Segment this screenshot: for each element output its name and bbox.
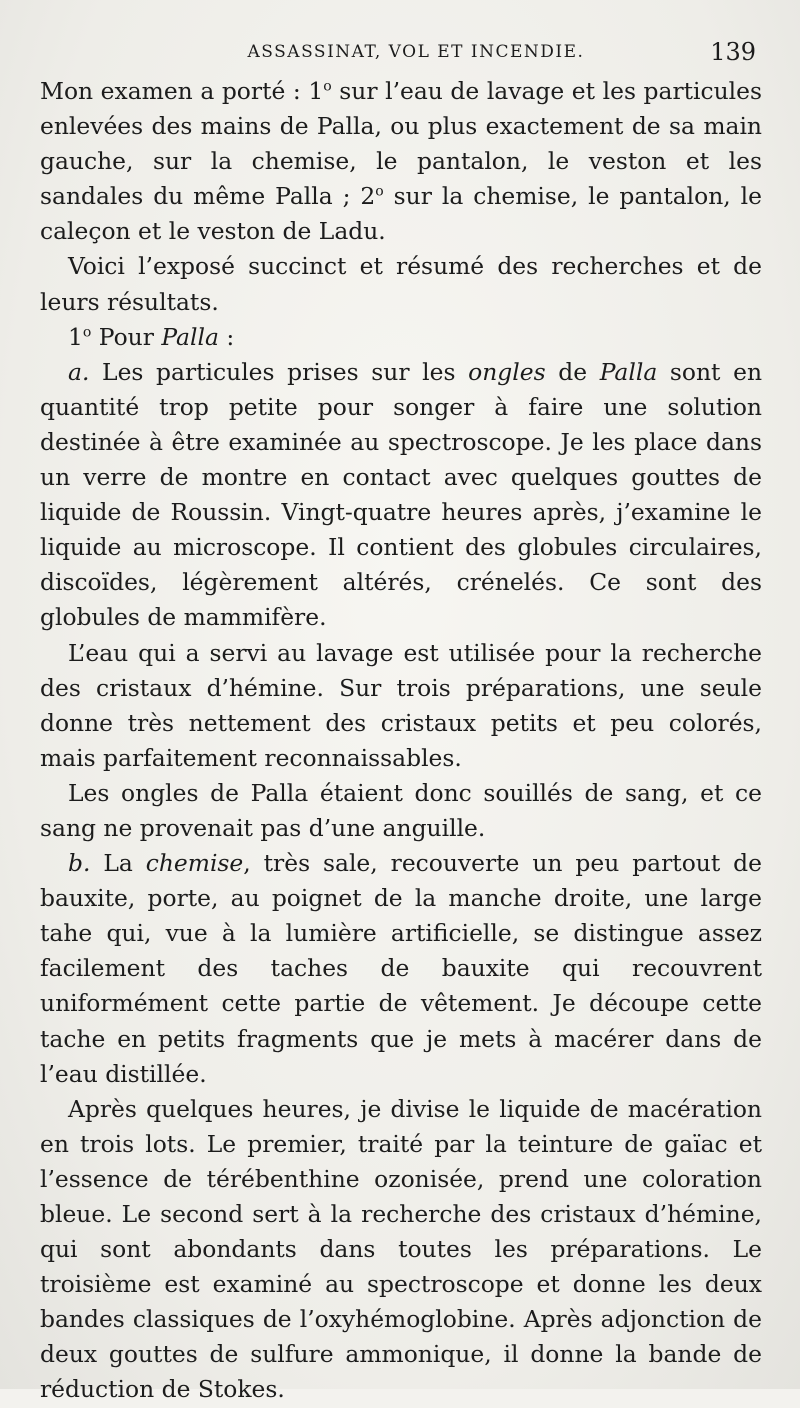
- text-segment: sur l’eau de lavage et les particules enlevées des mains de Palla, ou plus exactement de sa main gauche, sur la chemise, le pantalon, le veston et les sandales du même Palla ; 2: [40, 77, 762, 211]
- text-segment: sur la chemise, le pantalon, le caleçon et le veston de Ladu.: [40, 182, 762, 246]
- page-number: 139: [710, 38, 756, 66]
- paragraph: [40, 1092, 762, 1408]
- italic-text: ongles: [468, 357, 546, 386]
- paragraph: [40, 355, 762, 636]
- paragraph: [40, 320, 762, 355]
- italic-text: chemise: [145, 849, 244, 878]
- paragraph: [40, 249, 762, 319]
- text-segment: Les ongles de Palla étaient donc souillés de sang, et ce sang ne provenait pas d’une anguille.: [40, 778, 762, 842]
- text-segment: sont en quantité trop petite pour songer à faire une solution destinée à être examinée au spectroscope. Je les place dans un verre de montre en contact avec quelques gouttes de liquide de Roussin. Vingt-quatre heures après, j’examine le liquide au microscope. Il contient des globules circulaires, discoïdes, légèrement altérés, crénelés. Ce sont des globules de mammifère.: [40, 357, 763, 632]
- running-title: ASSASSINAT, VOL ET INCENDIE.: [247, 42, 585, 62]
- text-segment: :: [218, 322, 235, 351]
- text-segment: , très sale, recouverte un peu partout de bauxite, porte, au poignet de la manche droite, une large tahe qui, vue à la lumière artificielle, se distingue assez facilement des taches de bauxite qui recouvrent uniformément cette partie de vêtement. Je découpe cette tache en petits fragments que je mets à macérer dans de l’eau distillée.: [40, 849, 762, 1088]
- text-segment: Après quelques heures, je divise le liquide de macération en trois lots. Le premier, traité par la teinture de gaïac et l’essence de térébenthine ozonisée, prend une coloration bleue. Le second sert à la recherche des cristaux d’hémine, qui sont abondants dans toutes les préparations. Le troisième est examiné au spectroscope et donne les deux bandes classiques de l’oxyhémoglobine. Après adjonction de deux gouttes de sulfure ammonique, il donne la bande de réduction de Stokes.: [40, 1094, 762, 1404]
- text-segment: Pour: [91, 322, 162, 351]
- ordinal-superscript: o: [323, 78, 332, 95]
- paragraph: [40, 776, 762, 846]
- italic-text: b.: [68, 849, 91, 878]
- ordinal-superscript: o: [375, 183, 384, 200]
- italic-text: Palla: [161, 322, 219, 351]
- text-segment: Les particules prises sur les: [89, 357, 469, 386]
- italic-text: Palla: [599, 357, 658, 386]
- ordinal-superscript: o: [82, 324, 92, 341]
- paragraph: [40, 74, 762, 249]
- text-segment: La: [90, 849, 146, 878]
- running-head: [40, 30, 762, 74]
- text-segment: 1: [68, 322, 83, 351]
- text-segment: de: [545, 357, 600, 386]
- text-segment: L’eau qui a servi au lavage est utilisée pour la recherche des cristaux d’hémine. Sur trois préparations, une seule donne très nettement des cristaux petits et peu colorés, mais parfaitement reconnaissables.: [40, 638, 762, 772]
- text-segment: Voici l’exposé succinct et résumé des recherches et de leurs résultats.: [40, 252, 762, 316]
- body-text: [40, 74, 762, 1408]
- paragraph: [40, 846, 762, 1092]
- text-segment: Mon examen a porté : 1: [40, 77, 324, 105]
- paragraph: [40, 636, 762, 776]
- italic-text: a.: [68, 357, 90, 386]
